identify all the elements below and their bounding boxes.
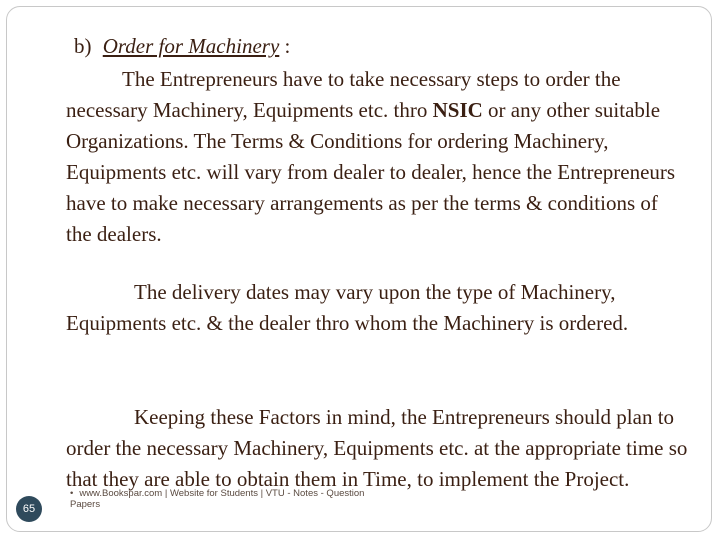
page-number-badge: 65 (16, 496, 42, 522)
section-heading (74, 32, 290, 60)
paragraph-keeping-factors: Keeping these Factors in mind, the Entrepreneurs should plan to order the necessary Machinery, Equipments etc. at the appropriate time so that they are able to obtain them in Time, to implement the Project. (66, 405, 688, 491)
paragraph-order-steps (66, 64, 688, 250)
nsic-bold-text: NSIC (432, 98, 483, 122)
section-title: Order for Machinery (102, 34, 280, 58)
paragraph1-text-start: The Entrepreneurs have to take necessary steps to order the necessary Machinery, Equipments etc. thro (66, 67, 621, 122)
section-marker: b) (74, 34, 92, 58)
paragraph-delivery-dates: The delivery dates may vary upon the type of Machinery, Equipments etc. & the dealer thro whom the Machinery is ordered. (66, 280, 629, 335)
section-colon: : (279, 34, 291, 58)
footer-note (70, 488, 370, 510)
footer-text: www.Bookspar.com | Website for Students | VTU - Notes - Question Papers (70, 488, 365, 510)
footer-bullet: • (70, 488, 74, 499)
paragraph1-text-end: or any other suitable Organizations. The Terms & Conditions for ordering Machinery, Equipments etc. will vary from dealer to dealer, hence the Entrepreneurs have to make necessary arrangements as per the terms & conditions of the dealers. (66, 98, 676, 246)
